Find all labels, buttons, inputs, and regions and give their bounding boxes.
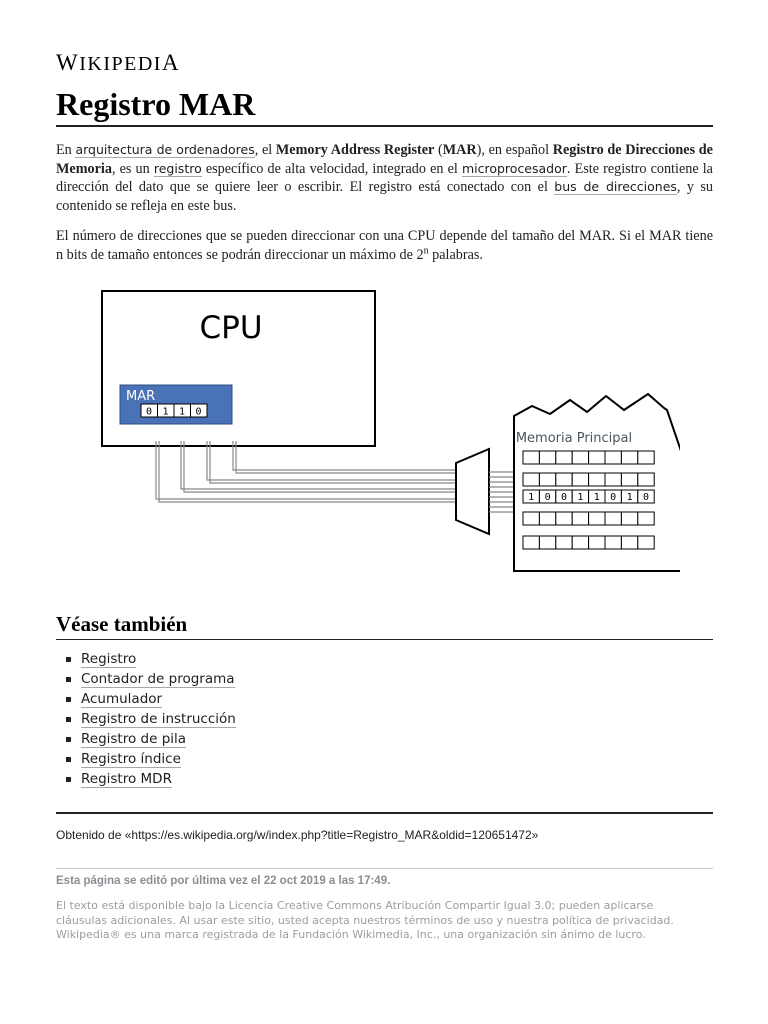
list-item xyxy=(66,749,236,769)
mar-bit-cells xyxy=(141,404,207,418)
memory-bit: 0 xyxy=(610,492,617,503)
memory-row xyxy=(523,512,654,525)
memory-cell xyxy=(605,473,621,486)
permalink[interactable]: https://es.wikipedia.org/w/index.php?title=Registro_MAR&oldid=120651472 xyxy=(131,828,532,842)
memory-row xyxy=(523,451,654,464)
see-also-link-registro-mdr[interactable]: Registro MDR xyxy=(81,771,172,787)
memory-cell xyxy=(589,473,605,486)
memory-cell xyxy=(539,512,555,525)
address-bus xyxy=(156,441,460,502)
license-line: Wikipedia® es una marca registrada de la Fundación Wikimedia, Inc., una organización sin ánimo de lucro. xyxy=(56,928,646,941)
list-item xyxy=(66,729,236,749)
see-also-link-registro-de-pila[interactable]: Registro de pila xyxy=(81,731,187,747)
address-decoder xyxy=(456,449,489,534)
mar-bit: 0 xyxy=(145,406,153,418)
license-text xyxy=(56,899,713,943)
bullet xyxy=(66,697,71,702)
memory-cell xyxy=(638,536,654,549)
list-item xyxy=(66,689,236,709)
memory-row xyxy=(523,536,654,549)
memory-cell xyxy=(605,451,621,464)
mar-bit: 1 xyxy=(162,406,169,418)
bullet xyxy=(66,757,71,762)
memory-cell xyxy=(572,473,588,486)
mar-bit: 1 xyxy=(178,406,186,418)
intro-paragraph: En arquitectura de ordenadores, el Memory Address Register (MAR), en español Registro de Direcciones de Memoria, es un registro específico de alta velocidad, integrado en el microprocesador. Este registro contiene la dirección del dato que se quiere leer o escribir. El registro está conectado con el bus de direcciones, y su contenido se refleja en este bus. xyxy=(56,142,713,214)
link-microprocesador[interactable]: microprocesador xyxy=(461,160,567,176)
memory-cell xyxy=(605,536,621,549)
see-also-link-registro-indice[interactable]: Registro índice xyxy=(81,751,181,767)
memory-cell xyxy=(556,536,572,549)
memory-cell xyxy=(539,536,555,549)
memory-cell xyxy=(523,536,539,549)
memory-cell xyxy=(556,473,572,486)
footer-thin-divider xyxy=(56,868,713,869)
see-also-link-registro[interactable]: Registro xyxy=(81,651,137,667)
memory-cell xyxy=(638,473,654,486)
see-also-link-contador-de-programa[interactable]: Contador de programa xyxy=(81,671,235,687)
memory-label: Memoria Principal xyxy=(515,431,633,446)
bullet xyxy=(66,777,71,782)
license-line: cláusulas adicionales. Al usar este sitio, usted acepta nuestros términos de uso y nuestra política de privacidad. xyxy=(56,913,674,927)
memory-cell xyxy=(572,536,588,549)
see-also-link-acumulador[interactable]: Acumulador xyxy=(81,691,163,707)
mar-bit: 0 xyxy=(195,406,202,418)
see-also-list xyxy=(66,649,236,789)
bullet xyxy=(66,657,71,662)
memory-bit: 0 xyxy=(560,492,568,503)
last-modified: Esta página se editó por última vez el 22 oct 2019 a las 17:49. xyxy=(56,875,391,887)
mar-diagram xyxy=(100,286,680,586)
memory-bit: 0 xyxy=(544,492,551,503)
list-item xyxy=(66,709,236,729)
memory-cell xyxy=(523,512,539,525)
memory-cell xyxy=(621,473,637,486)
memory-cell xyxy=(572,451,588,464)
memory-row-addressed xyxy=(523,490,654,503)
memory-cell xyxy=(605,512,621,525)
cpu-label: CPU xyxy=(199,310,263,346)
bullet xyxy=(66,737,71,742)
memory-bit: 0 xyxy=(642,492,650,503)
link-registro[interactable]: registro xyxy=(153,160,202,176)
memory-cell xyxy=(539,473,555,486)
memory-cell xyxy=(621,451,637,464)
memory-cell xyxy=(589,512,605,525)
memory-cell xyxy=(556,512,572,525)
memory-cell xyxy=(523,473,539,486)
memory-cell xyxy=(523,451,539,464)
memory-bit: 1 xyxy=(528,492,535,503)
see-also-heading: Véase también xyxy=(56,609,713,640)
memory-cell xyxy=(556,451,572,464)
memory-cell xyxy=(621,512,637,525)
memory-cell xyxy=(589,451,605,464)
list-item xyxy=(66,649,236,669)
memory-row xyxy=(523,473,654,486)
link-bus-de-direcciones[interactable]: bus de direcciones xyxy=(554,179,677,194)
list-item xyxy=(66,769,236,789)
footer-divider xyxy=(56,812,713,814)
link-arquitectura-de-ordenadores[interactable]: arquitectura de ordenadores xyxy=(75,142,255,157)
memory-cell xyxy=(572,512,588,525)
wikipedia-wordmark[interactable]: WIKIPEDIA xyxy=(56,50,181,75)
memory-cell xyxy=(539,451,555,464)
memory-cell xyxy=(638,451,654,464)
memory-cell xyxy=(638,512,654,525)
memory-cell xyxy=(589,536,605,549)
decoder-outputs xyxy=(489,472,514,512)
page-title: Registro MAR xyxy=(56,84,713,127)
bullet xyxy=(66,717,71,722)
list-item xyxy=(66,669,236,689)
memory-bit: 1 xyxy=(577,492,584,503)
memory-bit: 1 xyxy=(626,492,633,503)
memory-bit: 1 xyxy=(593,492,600,503)
memory-cell xyxy=(621,536,637,549)
bullet xyxy=(66,677,71,682)
mar-label: MAR xyxy=(126,389,156,404)
see-also-link-registro-de-instruccion[interactable]: Registro de instrucción xyxy=(81,711,236,727)
license-line: El texto está disponible bajo la Licencia Creative Commons Atribución Compartir Igual 3.0; pueden aplicarse xyxy=(56,899,654,912)
size-paragraph: El número de direcciones que se pueden direccionar con una CPU depende del tamaño del MAR. Si el MAR tiene n bits de tamaño entonces se podrán direccionar un máximo de 2$^n$ palabras. xyxy=(56,228,713,263)
obtained-from: Obtenido de «https://es.wikipedia.org/w/index.php?title=Registro_MAR&oldid=120651472» xyxy=(56,828,539,842)
